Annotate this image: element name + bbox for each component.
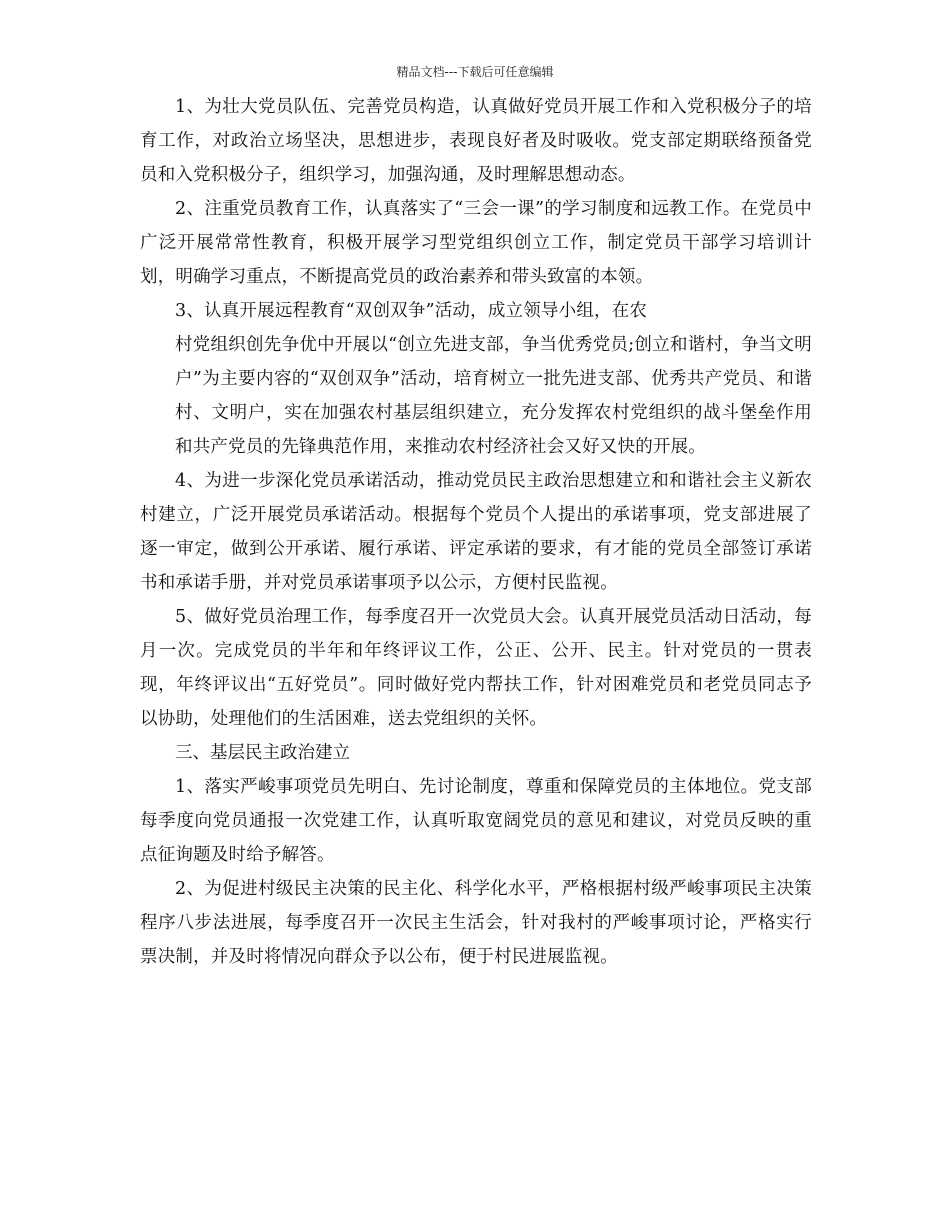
paragraph-2: 2、注重党员教育工作，认真落实了“三会一课”的学习制度和远教工作。在党员中广泛开展常常性教育，积极开展学习型党组织创立工作，制定党员干部学习培训计划，明确学习重点，不断提高党员的政治素养和带头致富的本领。 xyxy=(140,199,812,287)
paragraph-5: 5、做好党员治理工作，每季度召开一次党员大会。认真开展党员活动日活动，每月一次。完成党员的半年和年终评议工作，公正、公开、民主。针对党员的一贯表现，年终评议出“五好党员”。同时做好党内帮扶工作，针对困难党员和老党员同志予以协助，处理他们的生活困难，送去党组织的关怀。 xyxy=(140,607,812,729)
paragraph-3-start: 3、认真开展远程教育“双创双争”活动，成立领导小组，在农 xyxy=(175,301,648,321)
document-body xyxy=(140,90,812,974)
section-heading-3: 三、基层民主政治建立 xyxy=(175,743,350,763)
paragraph-6: 1、落实严峻事项党员先明白、先讨论制度，尊重和保障党员的主体地位。党支部每季度向党员通报一次党建工作，认真听取宽阔党员的意见和建议，对党员反映的重点征询题及时给予解答。 xyxy=(140,777,812,865)
paragraph-7: 2、为促进村级民主决策的民主化、科学化水平，严格根据村级严峻事项民主决策程序八步法进展，每季度召开一次民主生活会，针对我村的严峻事项讨论，严格实行票决制，并及时将情况向群众予以公布，便于村民进展监视。 xyxy=(140,879,812,967)
paragraph-4: 4、为进一步深化党员承诺活动，推动党员民主政治思想建立和和谐社会主义新农村建立，广泛开展党员承诺活动。根据每个党员个人提出的承诺事项，党支部进展了逐一审定，做到公开承诺、履行承诺、评定承诺的要求，有才能的党员全部签订承诺书和承诺手册，并对党员承诺事项予以公示，方便村民监视。 xyxy=(140,471,812,593)
paragraph-3-continued: 村党组织创先争优中开展以“创立先进支部，争当优秀党员;创立和谐村，争当文明户”为主要内容的“双创双争”活动，培育树立一批先进支部、优秀共产党员、和谐村、文明户，实在加强农村基层组织建立，充分发挥农村党组织的战斗堡垒作用和共产党员的先锋典范作用，来推动农村经济社会又好又快的开展。 xyxy=(175,335,812,457)
page-header: 精品文档---下载后可任意编辑 xyxy=(396,65,554,79)
paragraph-1: 1、为壮大党员队伍、完善党员构造，认真做好党员开展工作和入党积极分子的培育工作，对政治立场坚决，思想进步，表现良好者及时吸收。党支部定期联络预备党员和入党积极分子，组织学习，加强沟通，及时理解思想动态。 xyxy=(140,97,812,185)
